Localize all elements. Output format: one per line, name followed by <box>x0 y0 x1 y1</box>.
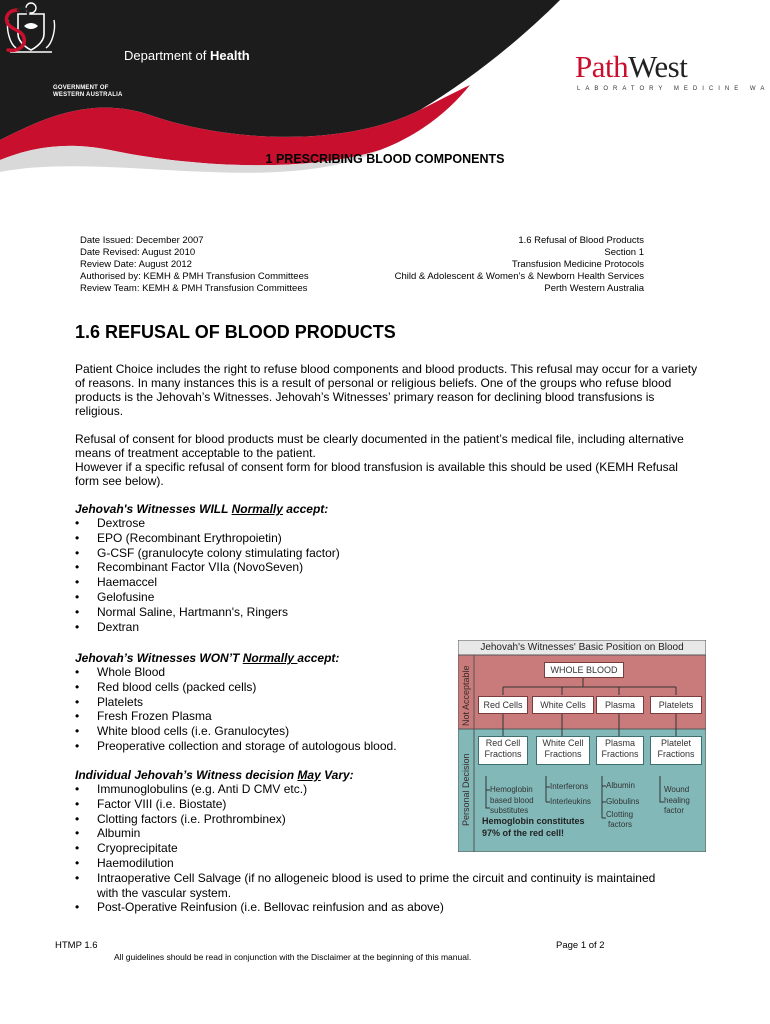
meta-right-line: Perth Western Australia <box>544 283 644 294</box>
meta-right-line: Transfusion Medicine Protocols <box>511 259 644 270</box>
wc-item: Interferons <box>550 782 589 791</box>
vary-heading-pre: Individual Jehovah’s Witness decision <box>75 768 298 782</box>
pt-item: factor <box>664 806 685 815</box>
header-banner <box>0 0 770 175</box>
list-item: • Whole Blood <box>75 665 397 680</box>
list-item: • Post-Operative Reinfusion (i.e. Bellovac reinfusion and as above) <box>75 900 675 915</box>
list-item: • EPO (Recombinant Erythropoietin) <box>75 531 340 546</box>
form-paragraph: However if a specific refusal of consent form for blood transfusion is available this should be used (KEMH Refusal form see below). <box>75 460 678 488</box>
dept-name: Health <box>210 48 250 63</box>
meta-left-line: Review Date: August 2012 <box>80 259 192 270</box>
meta-right <box>395 235 644 295</box>
government-label <box>53 85 123 99</box>
consent-paragraph: Refusal of consent for blood products must be clearly documented in the patient’s medical file, including alternative means of treatment acceptable to the patient. <box>75 432 684 460</box>
list-item: • Gelofusine <box>75 590 340 605</box>
wont-heading-post: accept: <box>297 651 340 665</box>
list-item: • G-CSF (granulocyte colony stimulating factor) <box>75 546 340 561</box>
pathwest-path: Path <box>575 49 629 84</box>
hemoglobin-note: Hemoglobin constitutes <box>482 816 585 826</box>
footer-page: Page 1 of 2 <box>556 940 605 951</box>
wont-heading-pre: Jehovah’s Witnesses WON’T <box>75 651 243 665</box>
list-item: • Recombinant Factor VIIa (NovoSeven) <box>75 560 340 575</box>
footer-disclaimer: All guidelines should be read in conjunction with the Disclaimer at the beginning of this manual. <box>114 952 472 962</box>
wont-heading-underline: Normally <box>242 651 298 665</box>
meta-left-line: Review Team: KEMH & PMH Transfusion Committees <box>80 283 308 294</box>
list-item: • Factor VIII (i.e. Biostate) <box>75 797 675 812</box>
vary-heading <box>75 768 354 782</box>
diagram-title: Jehovah's Witnesses' Basic Position on Blood <box>480 642 684 653</box>
vary-heading-underline: May <box>297 768 321 782</box>
component-box: Platelets <box>650 696 702 714</box>
accept-heading-underline: Normally <box>231 502 283 516</box>
section-title: 1 PRESCRIBING BLOOD COMPONENTS <box>265 152 505 166</box>
meta-left <box>80 235 309 295</box>
pathwest-swan-icon <box>0 0 200 60</box>
component-box: Plasma <box>596 696 644 714</box>
accept-heading-pre: Jehovah's Witnesses WILL <box>75 502 232 516</box>
fraction-box: Red Cell Fractions <box>478 736 528 765</box>
pl-item: Clotting <box>606 810 634 819</box>
pl-item: Globulins <box>606 797 640 806</box>
meta-left-line: Authorised by: KEMH & PMH Transfusion Committees <box>80 271 309 282</box>
gov-line1: GOVERNMENT OF <box>53 85 109 91</box>
pl-item: factors <box>608 820 633 829</box>
list-item: • Haemaccel <box>75 575 340 590</box>
not-acceptable-label: Not Acceptable <box>461 665 471 726</box>
list-item: • Red blood cells (packed cells) <box>75 680 397 695</box>
list-item: • White blood cells (i.e. Granulocytes) <box>75 724 397 739</box>
list-item: • Fresh Frozen Plasma <box>75 709 397 724</box>
list-item: • Clotting factors (i.e. Prothrombinex) <box>75 812 675 827</box>
pathwest-subtitle: LABORATORY MEDICINE WA <box>577 86 770 92</box>
list-item: • Immunoglobulins (e.g. Anti D CMV etc.) <box>75 782 675 797</box>
list-item: • Platelets <box>75 695 397 710</box>
hemoglobin-note: 97% of the red cell! <box>482 828 565 838</box>
fraction-box: Platelet Fractions <box>650 736 702 765</box>
pt-item: healing <box>664 796 690 805</box>
wont-heading <box>75 651 339 665</box>
pathwest-logo-text <box>575 49 687 85</box>
pt-item: Wound <box>664 785 690 794</box>
rc-item: based blood <box>490 796 534 805</box>
rc-item: Hemoglobin <box>490 785 533 794</box>
page-title: 1.6 REFUSAL OF BLOOD PRODUCTS <box>75 322 396 342</box>
fraction-box: Plasma Fractions <box>596 736 644 765</box>
meta-right-line: Section 1 <box>604 247 644 258</box>
vary-heading-post: Vary: <box>320 768 354 782</box>
list-item: • Intraoperative Cell Salvage (if no allogeneic blood is used to prime the circuit and continuity is maintained with the vascular system. <box>75 871 675 901</box>
pl-item: Albumin <box>606 781 635 790</box>
footer-code: HTMP 1.6 <box>55 940 98 951</box>
component-box: White Cells <box>532 696 594 714</box>
list-item: • Dextrose <box>75 516 340 531</box>
dept-prefix: Department of <box>124 48 210 63</box>
meta-right-line: 1.6 Refusal of Blood Products <box>518 235 644 246</box>
meta-right-line: Child & Adolescent & Women’s & Newborn Health Services <box>394 271 644 282</box>
wc-item: Interleukins <box>550 797 591 806</box>
personal-decision-label: Personal Decision <box>461 753 471 826</box>
accept-heading <box>75 502 328 516</box>
accept-list <box>75 516 340 634</box>
meta-left-line: Date Issued: December 2007 <box>80 235 204 246</box>
list-item: • Albumin <box>75 826 675 841</box>
pathwest-west: West <box>628 49 688 84</box>
list-item: • Preoperative collection and storage of autologous blood. <box>75 739 397 754</box>
accept-heading-post: accept: <box>282 502 329 516</box>
rc-item: substitutes <box>490 806 529 815</box>
list-item: • Normal Saline, Hartmann's, Ringers <box>75 605 340 620</box>
list-item: • Haemodilution <box>75 856 675 871</box>
wont-list <box>75 665 397 754</box>
gov-line2: WESTERN AUSTRALIA <box>53 92 123 98</box>
intro-paragraph: Patient Choice includes the right to refuse blood components and blood products. This refusal may occur for a variety of reasons. In many instances this is a result of personal or religious beliefs. One of the groups who refuse blood products is the Jehovah’s Witnesses. Jehovah’s Witnesses’ primary reason for declining blood transfusions is religious. <box>75 362 698 418</box>
jw-position-diagram <box>458 640 706 852</box>
whole-blood-box: WHOLE BLOOD <box>544 662 624 678</box>
fraction-box: White Cell Fractions <box>536 736 590 765</box>
meta-left-line: Date Revised: August 2010 <box>80 247 196 258</box>
list-item: • Dextran <box>75 620 340 635</box>
list-item: • Cryoprecipitate <box>75 841 675 856</box>
component-box: Red Cells <box>478 696 528 714</box>
